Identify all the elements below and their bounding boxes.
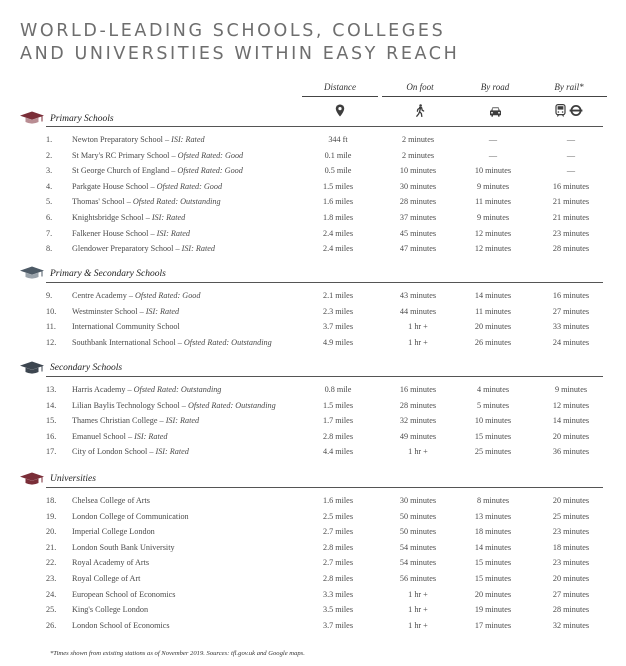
graduation-cap-icon xyxy=(19,111,45,125)
by-rail-cell: 36 minutes xyxy=(552,447,590,457)
school-name-cell xyxy=(72,197,221,206)
distance-cell: 344 ft xyxy=(328,135,348,144)
by-road-cell: 19 minutes xyxy=(474,605,512,615)
on-foot-cell: 54 minutes xyxy=(399,558,437,568)
by-road-cell: 25 minutes xyxy=(474,447,512,457)
on-foot-cell: 1 hr + xyxy=(408,620,428,630)
distance-cell: 4.9 miles xyxy=(322,337,354,347)
by-rail-cell: 27 minutes xyxy=(552,306,590,316)
distance-cell: 2.4 miles xyxy=(322,244,354,254)
school-name: Lilian Baylis Technology School xyxy=(72,400,180,410)
school-name: Knightsbridge School xyxy=(72,213,144,222)
table-row xyxy=(0,151,626,166)
distance-cell: 1.8 miles xyxy=(322,213,354,222)
table-row xyxy=(0,135,626,150)
rating-separator: – xyxy=(157,416,166,426)
row-number: 2. xyxy=(46,150,53,160)
school-name-cell xyxy=(72,385,221,394)
table-row xyxy=(0,229,626,244)
row-number: 14. xyxy=(46,400,57,410)
by-rail-cell: 24 minutes xyxy=(552,337,590,347)
distance-cell: 0.5 mile xyxy=(324,166,352,176)
rating-separator: – xyxy=(143,213,152,222)
on-foot-cell: 37 minutes xyxy=(399,213,437,222)
row-number: 12. xyxy=(46,337,57,347)
school-name-cell xyxy=(72,527,155,536)
by-rail-cell: 23 minutes xyxy=(552,228,590,238)
car-icon xyxy=(457,104,533,122)
on-foot-cell: 43 minutes xyxy=(399,291,437,300)
row-number: 11. xyxy=(46,322,56,332)
by-road-cell: 14 minutes xyxy=(474,542,512,552)
school-rating: Ofsted Rated: Good xyxy=(156,181,223,191)
row-number: 19. xyxy=(46,511,57,521)
distance-cell: 2.4 miles xyxy=(322,228,354,238)
school-name-cell xyxy=(72,621,170,630)
rating-separator: – xyxy=(179,400,188,410)
school-rating: ISI: Rated xyxy=(145,306,180,316)
rating-separator: – xyxy=(125,385,134,394)
row-number: 4. xyxy=(46,181,53,191)
school-name: Royal Academy of Arts xyxy=(72,558,150,568)
school-rating: ISI: Rated xyxy=(181,244,216,254)
by-road-cell: 15 minutes xyxy=(474,574,512,583)
table-row xyxy=(0,197,626,212)
by-road-cell: 5 minutes xyxy=(476,400,510,410)
table-row xyxy=(0,605,626,620)
by-road-cell: 13 minutes xyxy=(474,511,512,521)
column-rule xyxy=(531,96,607,97)
school-rating: Ofsted Rated: Outstanding xyxy=(133,385,222,394)
by-rail-cell: 14 minutes xyxy=(552,416,590,426)
school-name-cell xyxy=(72,182,222,191)
distance-cell: 2.5 miles xyxy=(322,511,354,521)
distance-cell: 3.7 miles xyxy=(322,322,354,332)
table-row xyxy=(0,385,626,400)
school-name-cell xyxy=(72,229,190,238)
on-foot-cell: 2 minutes xyxy=(401,135,435,144)
rating-separator: – xyxy=(175,337,184,347)
by-road-cell: 20 minutes xyxy=(474,322,512,332)
by-rail-cell: 25 minutes xyxy=(552,511,590,521)
table-row xyxy=(0,244,626,259)
table-row xyxy=(0,432,626,447)
school-name: Thames Christian College xyxy=(72,416,158,426)
on-foot-cell: 1 hr + xyxy=(408,447,428,457)
on-foot-cell: 44 minutes xyxy=(399,306,437,316)
by-road-cell: 15 minutes xyxy=(474,558,512,568)
school-name-cell xyxy=(72,590,175,599)
rating-separator: – xyxy=(169,150,178,160)
on-foot-cell: 56 minutes xyxy=(399,574,437,583)
rating-separator: – xyxy=(124,197,133,207)
column-rule xyxy=(382,96,458,97)
section-title: Universities xyxy=(50,474,96,484)
school-rating: Ofsted Rated: Good xyxy=(134,291,201,300)
section-title: Primary Schools xyxy=(50,114,114,124)
school-rating: ISI: Rated xyxy=(171,135,205,144)
table-row xyxy=(0,512,626,527)
school-name-cell xyxy=(72,151,243,160)
rating-separator: – xyxy=(162,135,172,144)
school-rating: Ofsted Rated: Good xyxy=(177,150,244,160)
school-name: Royal College of Art xyxy=(72,574,141,583)
by-road-cell: 12 minutes xyxy=(474,244,512,254)
by-road-cell: — xyxy=(488,135,498,144)
table-row xyxy=(0,338,626,353)
on-foot-cell: 30 minutes xyxy=(399,181,437,191)
section-title: Primary & Secondary Schools xyxy=(50,269,166,279)
column-header-by-road: By road xyxy=(480,82,510,92)
rating-separator: – xyxy=(148,228,157,238)
by-road-cell: 18 minutes xyxy=(474,527,512,537)
distance-cell: 2.8 miles xyxy=(322,574,354,583)
on-foot-cell: 32 minutes xyxy=(399,416,437,426)
school-name: London School of Economics xyxy=(72,620,170,630)
school-name: London South Bank University xyxy=(72,542,175,552)
row-number: 8. xyxy=(46,244,53,254)
by-rail-cell: 21 minutes xyxy=(552,213,590,222)
school-name-cell xyxy=(72,213,185,222)
by-rail-cell: 18 minutes xyxy=(552,542,590,552)
by-rail-cell: 23 minutes xyxy=(552,558,590,568)
school-rating: ISI: Rated xyxy=(134,431,168,441)
on-foot-cell: 54 minutes xyxy=(399,542,437,552)
by-road-cell: 11 minutes xyxy=(475,306,511,316)
school-name: Southbank International School xyxy=(72,337,176,347)
school-name-cell xyxy=(72,291,200,300)
by-road-cell: 20 minutes xyxy=(474,589,512,599)
row-number: 9. xyxy=(46,291,53,300)
by-road-cell: 15 minutes xyxy=(474,431,512,441)
row-number: 15. xyxy=(46,416,57,426)
rating-separator: – xyxy=(147,447,156,457)
distance-cell: 2.8 miles xyxy=(322,542,354,552)
column-rule xyxy=(457,96,533,97)
distance-cell: 1.5 miles xyxy=(322,181,354,191)
by-rail-cell: 20 minutes xyxy=(552,574,590,583)
distance-cell: 1.6 miles xyxy=(322,197,354,207)
graduation-cap-icon xyxy=(19,472,45,486)
table-row xyxy=(0,182,626,197)
rating-separator: – xyxy=(148,181,157,191)
on-foot-cell: 50 minutes xyxy=(399,511,437,521)
table-row xyxy=(0,496,626,511)
school-rating: Ofsted Rated: Outstanding xyxy=(187,400,276,410)
table-row xyxy=(0,621,626,636)
by-road-cell: — xyxy=(488,150,498,160)
by-rail-cell: 28 minutes xyxy=(552,605,590,615)
school-name-cell xyxy=(72,338,272,347)
school-name: Parkgate House School xyxy=(72,181,149,191)
by-rail-cell: 28 minutes xyxy=(552,244,590,254)
school-name-cell xyxy=(72,166,243,175)
on-foot-cell: 1 hr + xyxy=(408,322,428,332)
by-road-cell: 4 minutes xyxy=(476,385,510,394)
on-foot-cell: 28 minutes xyxy=(399,197,437,207)
table-row xyxy=(0,543,626,558)
by-road-cell: 17 minutes xyxy=(474,620,512,630)
row-number: 13. xyxy=(46,385,57,394)
section-rule xyxy=(46,282,603,283)
school-name: St George Church of England xyxy=(72,166,170,176)
by-rail-cell: 20 minutes xyxy=(552,431,590,441)
school-name-cell xyxy=(72,322,180,331)
row-number: 3. xyxy=(46,166,53,176)
by-road-cell: 10 minutes xyxy=(474,416,512,426)
row-number: 1. xyxy=(46,135,53,144)
school-name-cell xyxy=(72,401,276,410)
school-name-cell xyxy=(72,574,140,583)
school-rating: ISI: Rated xyxy=(165,416,200,426)
table-row xyxy=(0,322,626,337)
school-name-cell xyxy=(72,543,175,552)
distance-cell: 0.1 mile xyxy=(324,150,352,160)
footnote: *Times shown from existing stations as of November 2019. Sources: tfl.gov.uk and Google maps. xyxy=(50,650,305,657)
school-name: Harris Academy xyxy=(72,385,126,394)
school-rating: Ofsted Rated: Outstanding xyxy=(183,337,272,347)
distance-cell: 2.3 miles xyxy=(322,306,354,316)
row-number: 26. xyxy=(46,620,57,630)
by-rail-cell: 21 minutes xyxy=(552,197,590,207)
school-name-cell xyxy=(72,512,189,521)
school-name-cell xyxy=(72,416,199,425)
table-row xyxy=(0,401,626,416)
school-name-cell xyxy=(72,135,205,144)
school-name: International Community School xyxy=(72,322,180,332)
by-rail-cell: 33 minutes xyxy=(552,322,590,332)
by-rail-cell: 27 minutes xyxy=(552,589,590,599)
row-number: 16. xyxy=(46,431,57,441)
distance-cell: 4.4 miles xyxy=(322,447,354,457)
by-road-cell: 8 minutes xyxy=(476,496,510,505)
by-road-cell: 9 minutes xyxy=(476,213,510,222)
school-name-cell xyxy=(72,605,148,614)
row-number: 25. xyxy=(46,605,57,615)
on-foot-cell: 1 hr + xyxy=(408,337,428,347)
school-name-cell xyxy=(72,558,149,567)
walking-person-icon xyxy=(382,104,458,122)
by-rail-cell: 9 minutes xyxy=(554,385,588,394)
school-name-cell xyxy=(72,432,168,441)
school-rating: Ofsted Rated: Good xyxy=(177,166,243,176)
rating-separator: – xyxy=(173,244,182,254)
by-road-cell: 9 minutes xyxy=(476,181,510,191)
column-header-distance: Distance xyxy=(324,82,356,92)
location-pin-icon xyxy=(302,104,378,122)
distance-cell: 3.7 miles xyxy=(322,620,354,630)
school-name: City of London School xyxy=(72,447,148,457)
by-rail-cell: — xyxy=(566,150,576,160)
distance-cell: 3.3 miles xyxy=(322,589,354,599)
table-row xyxy=(0,166,626,181)
school-name: Centre Academy xyxy=(72,291,127,300)
school-name-cell xyxy=(72,307,179,316)
section-rule xyxy=(46,376,603,377)
school-rating: ISI: Rated xyxy=(156,228,191,238)
row-number: 18. xyxy=(46,496,57,505)
by-road-cell: 11 minutes xyxy=(475,197,511,207)
by-rail-cell: 16 minutes xyxy=(552,181,590,191)
row-number: 10. xyxy=(46,306,57,316)
column-header-on-foot: On foot xyxy=(406,82,434,92)
table-row xyxy=(0,213,626,228)
school-name: Falkener House School xyxy=(72,228,149,238)
page-title xyxy=(20,20,459,66)
on-foot-cell: 10 minutes xyxy=(399,166,437,176)
distance-cell: 1.5 miles xyxy=(322,400,354,410)
table-row xyxy=(0,291,626,306)
school-name: Imperial College London xyxy=(72,527,155,537)
by-rail-cell: 32 minutes xyxy=(552,620,590,630)
on-foot-cell: 50 minutes xyxy=(399,527,437,537)
distance-cell: 0.8 mile xyxy=(324,385,352,394)
row-number: 22. xyxy=(46,558,57,568)
table-row xyxy=(0,558,626,573)
distance-cell: 2.7 miles xyxy=(322,558,354,568)
school-name: Chelsea College of Arts xyxy=(72,496,150,505)
on-foot-cell: 1 hr + xyxy=(408,589,428,599)
on-foot-cell: 2 minutes xyxy=(401,150,435,160)
row-number: 21. xyxy=(46,542,57,552)
title-line-2: AND UNIVERSITIES WITHIN EASY REACH xyxy=(20,44,460,64)
school-name: Emanuel School xyxy=(72,431,126,441)
row-number: 20. xyxy=(46,527,57,537)
table-row xyxy=(0,416,626,431)
rating-separator: – xyxy=(169,166,178,176)
row-number: 7. xyxy=(46,228,53,238)
school-name: London College of Communication xyxy=(72,511,189,521)
train-and-underground-icon xyxy=(531,104,607,122)
by-road-cell: 12 minutes xyxy=(474,228,512,238)
title-line-1: WORLD-LEADING SCHOOLS, COLLEGES xyxy=(20,21,446,41)
on-foot-cell: 28 minutes xyxy=(399,400,437,410)
by-rail-cell: 20 minutes xyxy=(552,496,590,505)
section-rule xyxy=(46,126,603,127)
school-name: St Mary's RC Primary School xyxy=(72,150,170,160)
section-rule xyxy=(46,487,603,488)
by-road-cell: 14 minutes xyxy=(474,291,512,300)
school-name: Glendower Preparatory School xyxy=(72,244,174,254)
on-foot-cell: 47 minutes xyxy=(399,244,437,254)
school-rating: Ofsted Rated: Outstanding xyxy=(132,197,221,207)
school-name: King's College London xyxy=(72,605,149,615)
distance-cell: 2.1 miles xyxy=(322,291,354,300)
distance-cell: 1.7 miles xyxy=(322,416,354,426)
column-rule xyxy=(302,96,378,97)
row-number: 6. xyxy=(46,213,53,222)
section-title: Secondary Schools xyxy=(50,363,123,373)
on-foot-cell: 30 minutes xyxy=(399,496,437,505)
on-foot-cell: 45 minutes xyxy=(399,228,437,238)
school-name-cell xyxy=(72,244,215,253)
by-rail-cell: — xyxy=(566,166,576,176)
graduation-cap-icon xyxy=(19,361,45,375)
rating-separator: – xyxy=(126,291,135,300)
graduation-cap-icon xyxy=(19,266,45,280)
by-rail-cell: 12 minutes xyxy=(552,400,590,410)
rating-separator: – xyxy=(137,306,146,316)
by-rail-cell: 16 minutes xyxy=(552,291,590,300)
by-rail-cell: 23 minutes xyxy=(552,527,590,537)
table-row xyxy=(0,447,626,462)
distance-cell: 2.8 miles xyxy=(322,431,354,441)
on-foot-cell: 49 minutes xyxy=(399,431,437,441)
column-header-by-rail: By rail* xyxy=(554,82,584,92)
row-number: 23. xyxy=(46,574,57,583)
row-number: 17. xyxy=(46,447,57,457)
table-row xyxy=(0,307,626,322)
school-name: European School of Economics xyxy=(72,589,176,599)
school-rating: ISI: Rated xyxy=(151,213,186,222)
table-row xyxy=(0,590,626,605)
on-foot-cell: 16 minutes xyxy=(399,385,437,394)
by-road-cell: 26 minutes xyxy=(474,337,512,347)
school-name: Newton Preparatory School xyxy=(72,135,163,144)
table-row xyxy=(0,574,626,589)
by-rail-cell: — xyxy=(566,135,576,144)
school-name: Westminster School xyxy=(72,306,138,316)
by-road-cell: 10 minutes xyxy=(474,166,512,176)
table-row xyxy=(0,527,626,542)
school-name: Thomas' School xyxy=(72,197,125,207)
distance-cell: 2.7 miles xyxy=(322,527,354,537)
school-name-cell xyxy=(72,447,189,456)
school-name-cell xyxy=(72,496,150,505)
on-foot-cell: 1 hr + xyxy=(408,605,428,615)
row-number: 5. xyxy=(46,197,53,207)
distance-cell: 3.5 miles xyxy=(322,605,354,615)
row-number: 24. xyxy=(46,589,57,599)
school-rating: ISI: Rated xyxy=(155,447,189,457)
rating-separator: – xyxy=(125,431,135,441)
distance-cell: 1.6 miles xyxy=(322,496,354,505)
